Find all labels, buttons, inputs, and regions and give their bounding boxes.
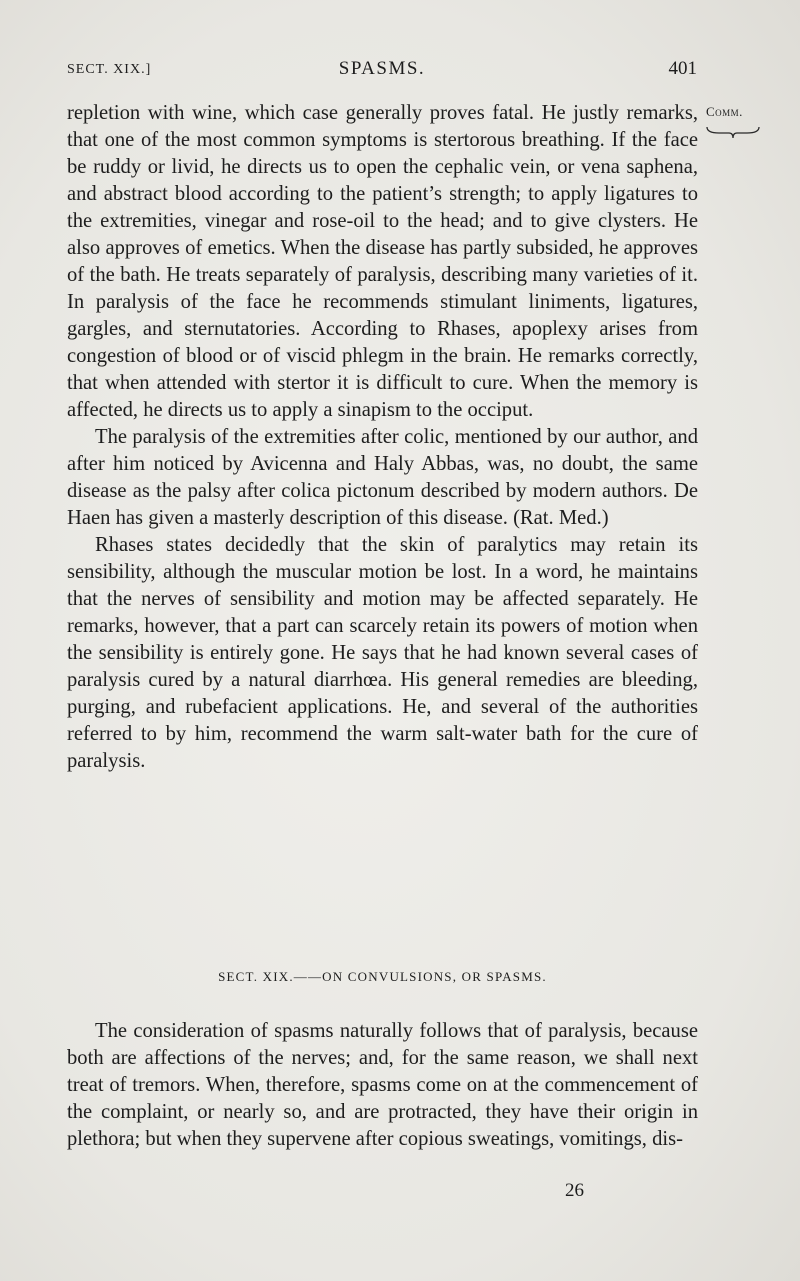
paragraph: The consideration of spasms naturally follows that of paralysis, because both are affections of the nerves; and, for the same reason, we shall next treat of tremors. When, therefore, spasms come on at the commencement of the complaint, or nearly so, and are protracted, they have their origin in plethora; but when they supervene after copious sweatings, vomitings, dis-: [67, 1020, 698, 1150]
running-head: [67, 58, 697, 84]
running-head-section: SECT. XIX.]: [67, 62, 152, 77]
brace-icon: [705, 125, 761, 139]
page-number: 401: [668, 58, 697, 79]
main-text: [67, 100, 698, 775]
section-heading: SECT. XIX.——ON CONVULSIONS, OR SPASMS.: [218, 969, 547, 984]
paragraph: The paralysis of the extremities after colic, mentioned by our author, and after him noticed by Avicenna and Haly Abbas, was, no doubt, the same disease as the palsy after colica pictonum described by modern authors. De Haen has given a masterly description of this disease. (Rat. Med.): [67, 426, 698, 529]
section-text: [67, 1018, 698, 1153]
margin-note: Comm.: [706, 104, 743, 119]
running-head-title: SPASMS.: [338, 58, 426, 79]
signature-mark: 26: [565, 1180, 584, 1201]
paragraph: repletion with wine, which case generally proves fatal. He justly remarks, that one of the most common symptoms is stertorous breathing. If the face be ruddy or livid, he directs us to open the cephalic vein, or vena saphena, and abstract blood according to the patient’s strength; to apply ligatures to the extremities, vinegar and rose-oil to the head; and to give clysters. He also approves of emetics. When the disease has partly subsided, he approves of the bath. He treats separately of paralysis, describing many varieties of it. In paralysis of the face he recommends stimulant liniments, ligatures, gargles, and sternutatories. According to Rhases, apoplexy arises from congestion of blood or of viscid phlegm in the brain. He remarks correctly, that when attended with stertor it is difficult to cure. When the memory is affected, he directs us to apply a sinapism to the occiput.: [67, 102, 698, 421]
paragraph: Rhases states decidedly that the skin of paralytics may retain its sensibility, although the muscular motion be lost. In a word, he maintains that the nerves of sensibility and motion may be affected separately. He remarks, however, that a part can scarcely retain its powers of motion when the sensibility is entirely gone. He says that he had known several cases of paralysis cured by a natural diarrhœa. His general remedies are bleeding, purging, and rubefacient applications. He, and several of the authorities referred to by him, recommend the warm salt-water bath for the cure of paralysis.: [67, 534, 698, 772]
